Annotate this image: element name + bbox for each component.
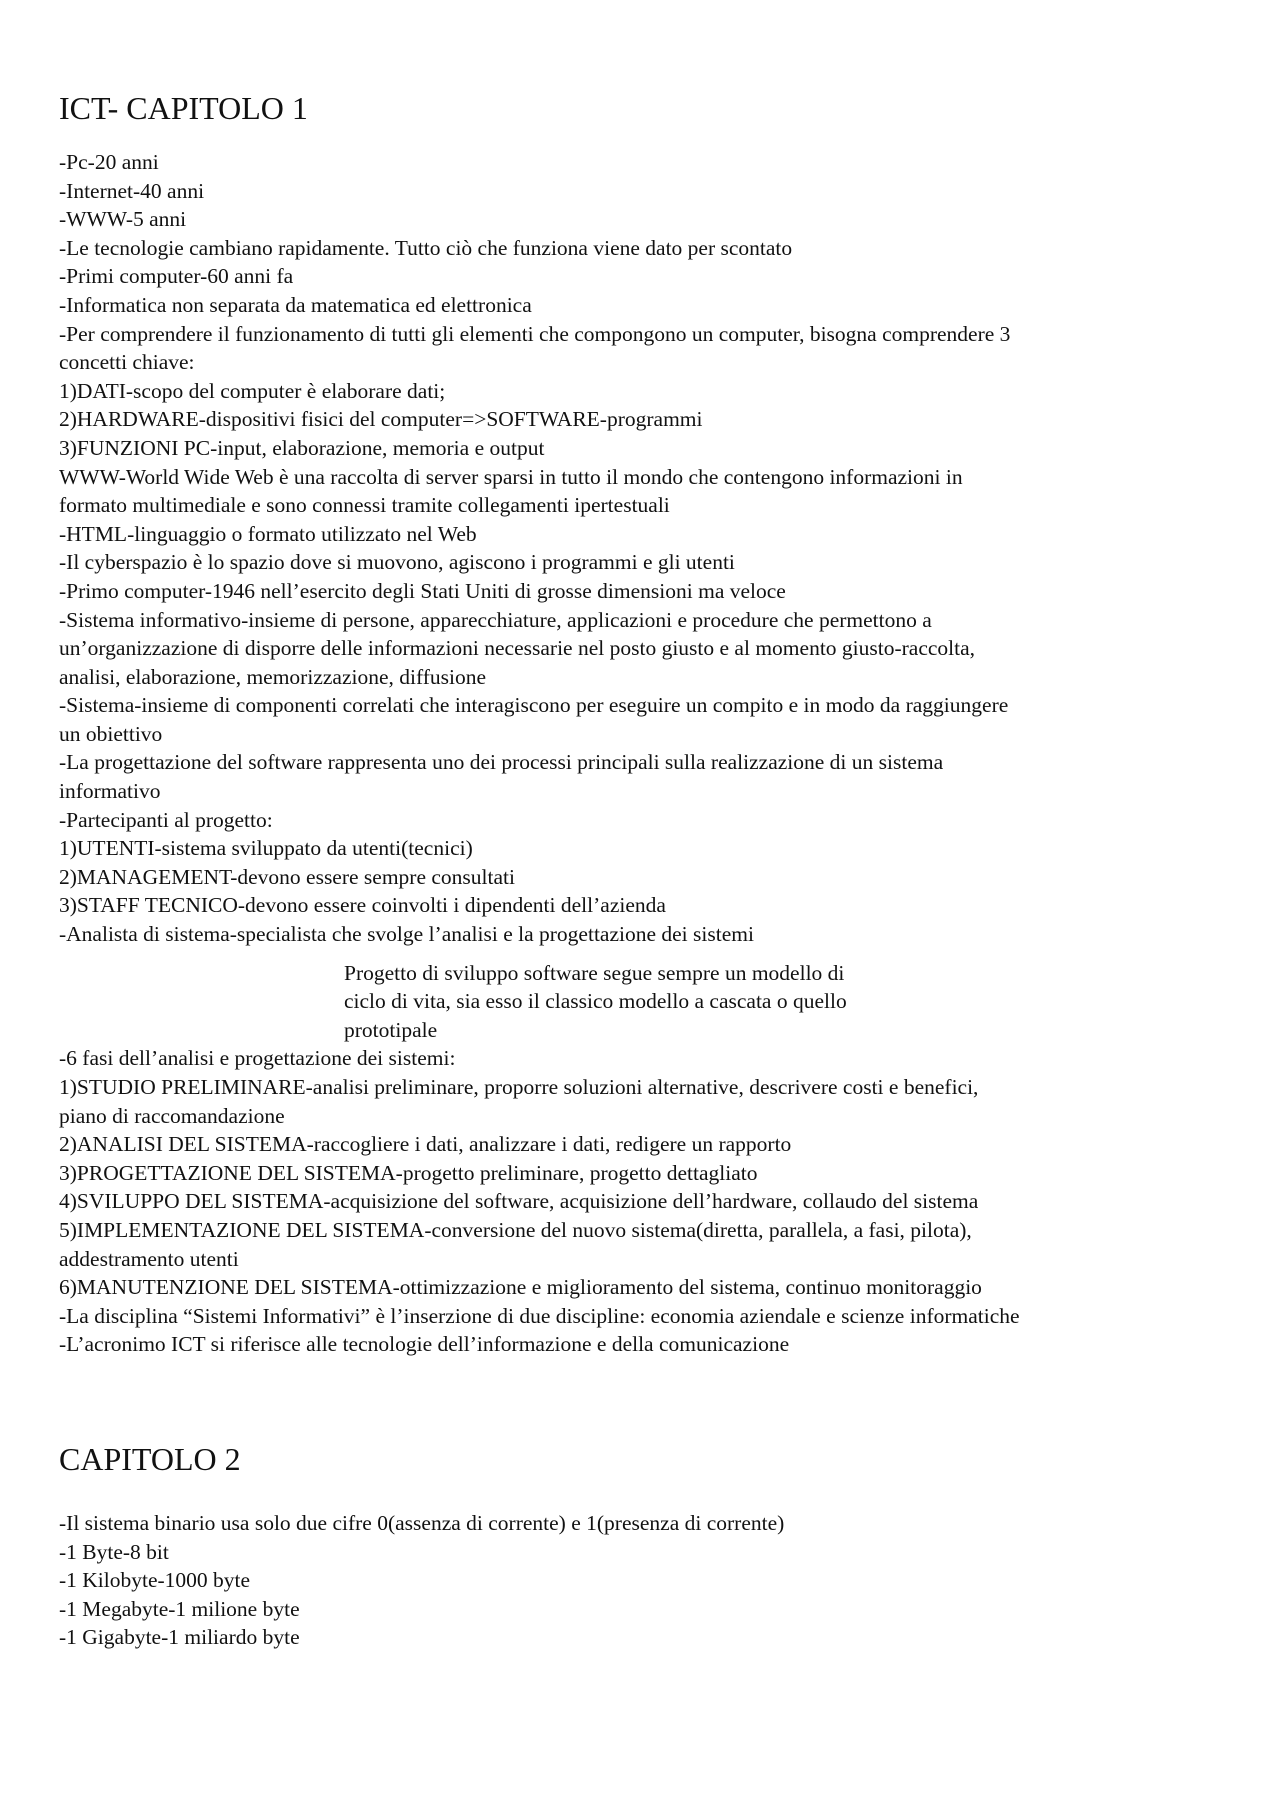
text-line: 3)FUNZIONI PC-input, elaborazione, memoria e output (59, 435, 545, 460)
text-line: analisi, elaborazione, memorizzazione, diffusione (59, 664, 487, 689)
text-line: 1)UTENTI-sistema sviluppato da utenti(tecnici) (59, 836, 473, 861)
text-line: -HTML-linguaggio o formato utilizzato nel Web (59, 521, 477, 546)
text-line: -1 Megabyte-1 milione byte (59, 1596, 300, 1621)
text-line: addestramento utenti (59, 1246, 239, 1271)
text-line: un obiettivo (59, 721, 163, 746)
text-line: prototipale (344, 1017, 438, 1042)
text-line: Progetto di sviluppo software segue sempre un modello di (344, 960, 845, 985)
text-line: -Informatica non separata da matematica ed elettronica (59, 292, 532, 317)
text-line: -6 fasi dell’analisi e progettazione dei sistemi: (59, 1046, 456, 1071)
text-line: 2)ANALISI DEL SISTEMA-raccogliere i dati, analizzare i dati, redigere un rapporto (59, 1132, 792, 1157)
text-line: 2)HARDWARE-dispositivi fisici del computer=>SOFTWARE-programmi (59, 407, 703, 432)
text-line: 3)STAFF TECNICO-devono essere coinvolti i dipendenti dell’azienda (59, 893, 666, 918)
chapter-2-title: CAPITOLO 2 (59, 1440, 241, 1477)
text-line: -La disciplina “Sistemi Informativi” è l’inserzione di due discipline: economia aziendale e scienze informatiche (59, 1303, 1020, 1328)
text-line: 2)MANAGEMENT-devono essere sempre consultati (59, 864, 515, 889)
text-line: -Per comprendere il funzionamento di tutti gli elementi che compongono un computer, bisogna comprendere 3 (59, 321, 1011, 346)
text-line: informativo (59, 779, 161, 804)
text-line: ciclo di vita, sia esso il classico modello a cascata o quello (344, 989, 847, 1014)
text-line: formato multimediale e sono connessi tramite collegamenti ipertestuali (59, 493, 670, 518)
text-line: concetti chiave: (59, 350, 195, 375)
text-line: -Primo computer-1946 nell’esercito degli Stati Uniti di grosse dimensioni ma veloce (59, 578, 786, 603)
text-line: -Pc-20 anni (59, 150, 159, 174)
text-line: -Analista di sistema-specialista che svolge l’analisi e la progettazione dei sistemi (59, 922, 754, 947)
text-line: -Sistema informativo-insieme di persone, apparecchiature, applicazioni e procedure che permettono a (59, 607, 932, 632)
text-line: 5)IMPLEMENTAZIONE DEL SISTEMA-conversione del nuovo sistema(diretta, parallela, a fasi, pilota), (59, 1217, 972, 1242)
text-line: un’organizzazione di disporre delle informazioni necessarie nel posto giusto e al momento giusto-raccolta, (59, 636, 976, 661)
text-line: piano di raccomandazione (59, 1103, 285, 1128)
chapter-1-text-a (59, 148, 1229, 949)
text-line: -1 Byte-8 bit (59, 1539, 169, 1564)
text-line: -Internet-40 anni (59, 178, 205, 203)
indented-paragraph (344, 959, 1229, 1045)
document-content (59, 0, 1229, 1652)
text-line: -1 Kilobyte-1000 byte (59, 1568, 251, 1593)
text-line: -Partecipanti al progetto: (59, 807, 273, 832)
text-line: -La progettazione del software rappresenta uno dei processi principali sulla realizzazione di un sistema (59, 750, 944, 775)
text-line: WWW-World Wide Web è una raccolta di server sparsi in tutto il mondo che contengono informazioni in (59, 464, 963, 489)
text-line: 1)STUDIO PRELIMINARE-analisi preliminare, proporre soluzioni alternative, descrivere costi e benefici, (59, 1075, 979, 1099)
chapter-1-title: ICT- CAPITOLO 1 (59, 90, 308, 126)
text-line: 6)MANUTENZIONE DEL SISTEMA-ottimizzazione e miglioramento del sistema, continuo monitoraggio (59, 1275, 982, 1300)
text-line: 3)PROGETTAZIONE DEL SISTEMA-progetto preliminare, progetto dettagliato (59, 1160, 758, 1185)
text-line: -WWW-5 anni (59, 207, 187, 232)
chapter-1-text-b (59, 1044, 1229, 1359)
text-line: -Il sistema binario usa solo due cifre 0(assenza di corrente) e 1(presenza di corrente) (59, 1510, 785, 1535)
text-line: -Il cyberspazio è lo spazio dove si muovono, agiscono i programmi e gli utenti (59, 550, 735, 575)
text-line: -L’acronimo ICT si riferisce alle tecnologie dell’informazione e della comunicazione (59, 1332, 790, 1357)
text-line: 4)SVILUPPO DEL SISTEMA-acquisizione del software, acquisizione dell’hardware, collaudo del sistema (59, 1189, 979, 1214)
text-line: 1)DATI-scopo del computer è elaborare dati; (59, 378, 446, 403)
text-line: -1 Gigabyte-1 miliardo byte (59, 1625, 300, 1650)
text-line: -Le tecnologie cambiano rapidamente. Tutto ciò che funziona viene dato per scontato (59, 235, 793, 260)
chapter-2-text (59, 1509, 1229, 1652)
text-line: -Sistema-insieme di componenti correlati che interagiscono per eseguire un compito e in modo da raggiungere (59, 693, 1009, 718)
text-line: -Primi computer-60 anni fa (59, 264, 294, 289)
